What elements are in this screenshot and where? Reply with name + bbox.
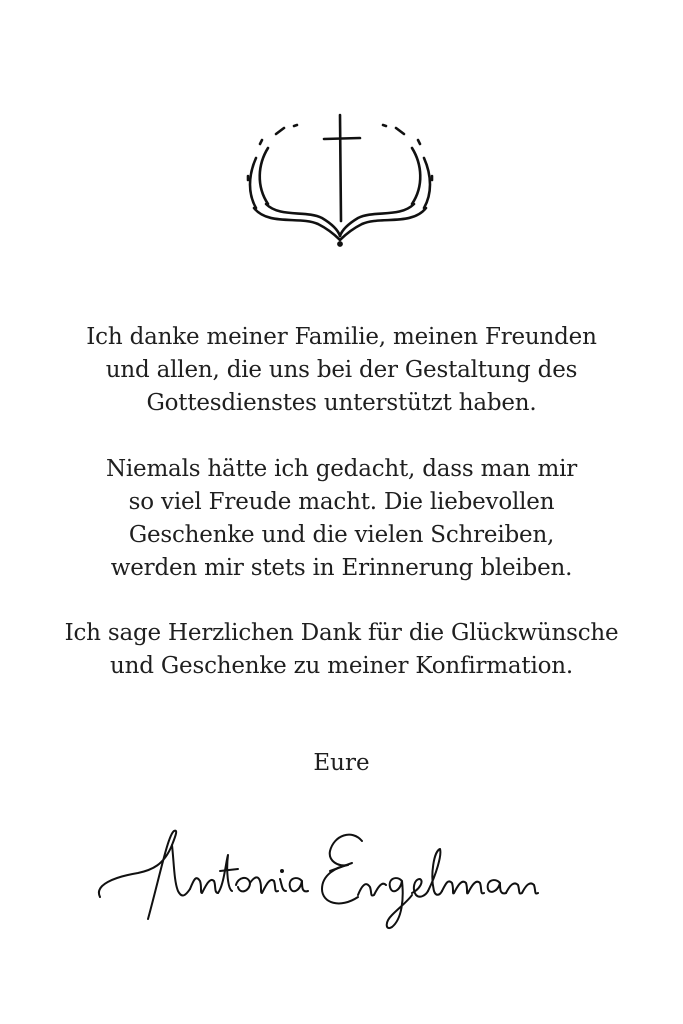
- text-line: Gottesdienstes unterstützt haben.: [146, 390, 537, 416]
- text-line: Ich sage Herzlichen Dank für die Glückwünsche: [64, 620, 619, 646]
- text-line: und allen, die uns bei der Gestaltung des: [105, 357, 578, 383]
- text-line: Ich danke meiner Familie, meinen Freunden: [86, 324, 597, 350]
- paragraph-joy: [0, 453, 683, 585]
- text-line: Niemals hätte ich gedacht, dass man mir: [105, 456, 578, 482]
- paragraph-thanks-family: [0, 321, 683, 420]
- closing-word: Eure: [313, 750, 370, 776]
- text-line: und Geschenke zu meiner Konfirmation.: [110, 653, 573, 679]
- handwritten-signature: [90, 815, 600, 935]
- text-line: Geschenke und die vielen Schreiben,: [128, 522, 555, 548]
- cross-wreath-icon: [240, 108, 440, 250]
- text-line: werden mir stets in Erinnerung bleiben.: [110, 555, 573, 581]
- paragraph-confirmation-thanks: [0, 617, 683, 683]
- text-line: so viel Freude macht. Die liebevollen: [128, 489, 555, 515]
